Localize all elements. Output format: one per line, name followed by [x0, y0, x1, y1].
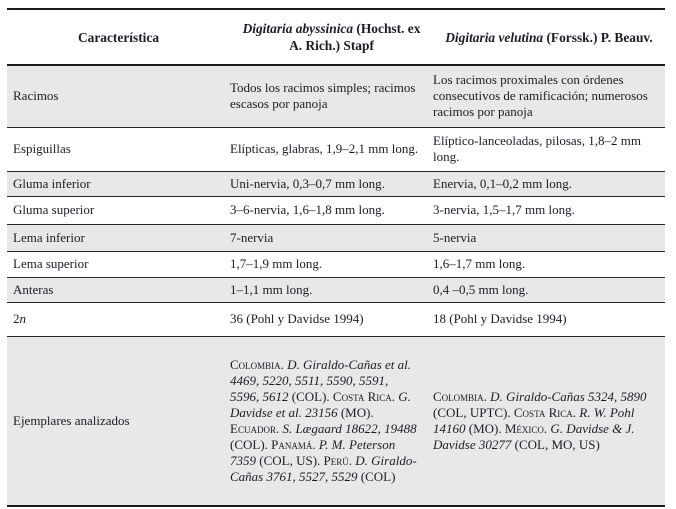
cell-abyssinica: Elípticas, glabras, 1,9–2,1 mm long. — [230, 141, 419, 156]
header-row — [7, 9, 665, 65]
row-label: Ejemplares analizados — [13, 412, 130, 428]
row-label: Gluma superior — [13, 202, 95, 217]
row-label: Anteras — [13, 281, 54, 297]
cell-abyssinica: 7-nervia — [230, 229, 274, 245]
row-espiguillas — [7, 127, 665, 171]
column-header-digitaria-velutina: Digitaria velutina (Forssk.) P. Beauv. — [433, 9, 665, 65]
cell-velutina: 18 (Pohl y Davidse 1994) — [433, 311, 567, 326]
cell-velutina: Los racimos proximales con órdenes consecutivos de ramificación; numerosos racimos por panoja — [433, 72, 648, 120]
row-2n — [7, 302, 665, 336]
cell-abyssinica: 36 (Pohl y Davidse 1994) — [230, 311, 364, 326]
row-label: Racimos — [13, 88, 59, 104]
row-ejemplares-analizados — [7, 336, 665, 506]
row-gluma-inferior — [7, 171, 665, 196]
cell-abyssinica: 1–1,1 mm long. — [230, 281, 313, 297]
cell-abyssinica: Colombia. D. Giraldo-Cañas et al. 4469, 5220, 5511, 5590, 5591, 5596, 5612 (COL). Costa Rica. G. Davidse et al. 23156 (MO). Ecuador. S. Lægaard 18622, 19488 (COL). Panamá. P. M. Peterson 7359 (COL, US). Perú. D. Giraldo-Cañas 3761, 5527, 5529 (COL) — [230, 356, 417, 484]
cell-velutina: 5-nervia — [433, 229, 477, 245]
cell-velutina: Enervia, 0,1–0,2 mm long. — [433, 175, 573, 191]
row-label: Lema inferior — [13, 229, 85, 245]
table-body — [7, 65, 665, 506]
row-racimos — [7, 65, 665, 127]
row-lema-inferior — [7, 224, 665, 251]
column-header-caracteristica: Característica — [7, 9, 230, 65]
row-label: Espiguillas — [13, 141, 71, 156]
row-label: Gluma inferior — [13, 175, 91, 191]
column-header-digitaria-abyssinica: Digitaria abyssinica (Hochst. ex A. Rich.) Stapf — [230, 9, 433, 65]
cell-velutina: Elíptico-lanceoladas, pilosas, 1,8–2 mm long. — [433, 133, 641, 164]
cell-abyssinica: Uni-nervia, 0,3–0,7 mm long. — [230, 175, 385, 191]
cell-velutina: 3-nervia, 1,5–1,7 mm long. — [433, 202, 575, 217]
cell-abyssinica: 3–6-nervia, 1,6–1,8 mm long. — [230, 202, 385, 217]
cell-abyssinica: 1,7–1,9 mm long. — [230, 256, 323, 271]
comparison-table-container — [7, 8, 665, 507]
table-header — [7, 9, 665, 65]
row-anteras — [7, 277, 665, 302]
row-label: 2n — [13, 311, 26, 326]
cell-abyssinica: Todos los racimos simples; racimos escasos por panoja — [230, 80, 416, 112]
row-gluma-superior — [7, 196, 665, 224]
row-lema-superior — [7, 251, 665, 277]
row-label: Lema superior — [13, 256, 89, 271]
species-comparison-table — [7, 8, 665, 507]
cell-velutina: 1,6–1,7 mm long. — [433, 256, 526, 271]
cell-velutina: 0,4 –0,5 mm long. — [433, 281, 529, 297]
cell-velutina: Colombia. D. Giraldo-Cañas 5324, 5890 (COL, UPTC). Costa Rica. R. W. Pohl 14160 (MO). México. G. Davidse & J. Davidse 30277 (COL, MO, US) — [433, 388, 647, 452]
